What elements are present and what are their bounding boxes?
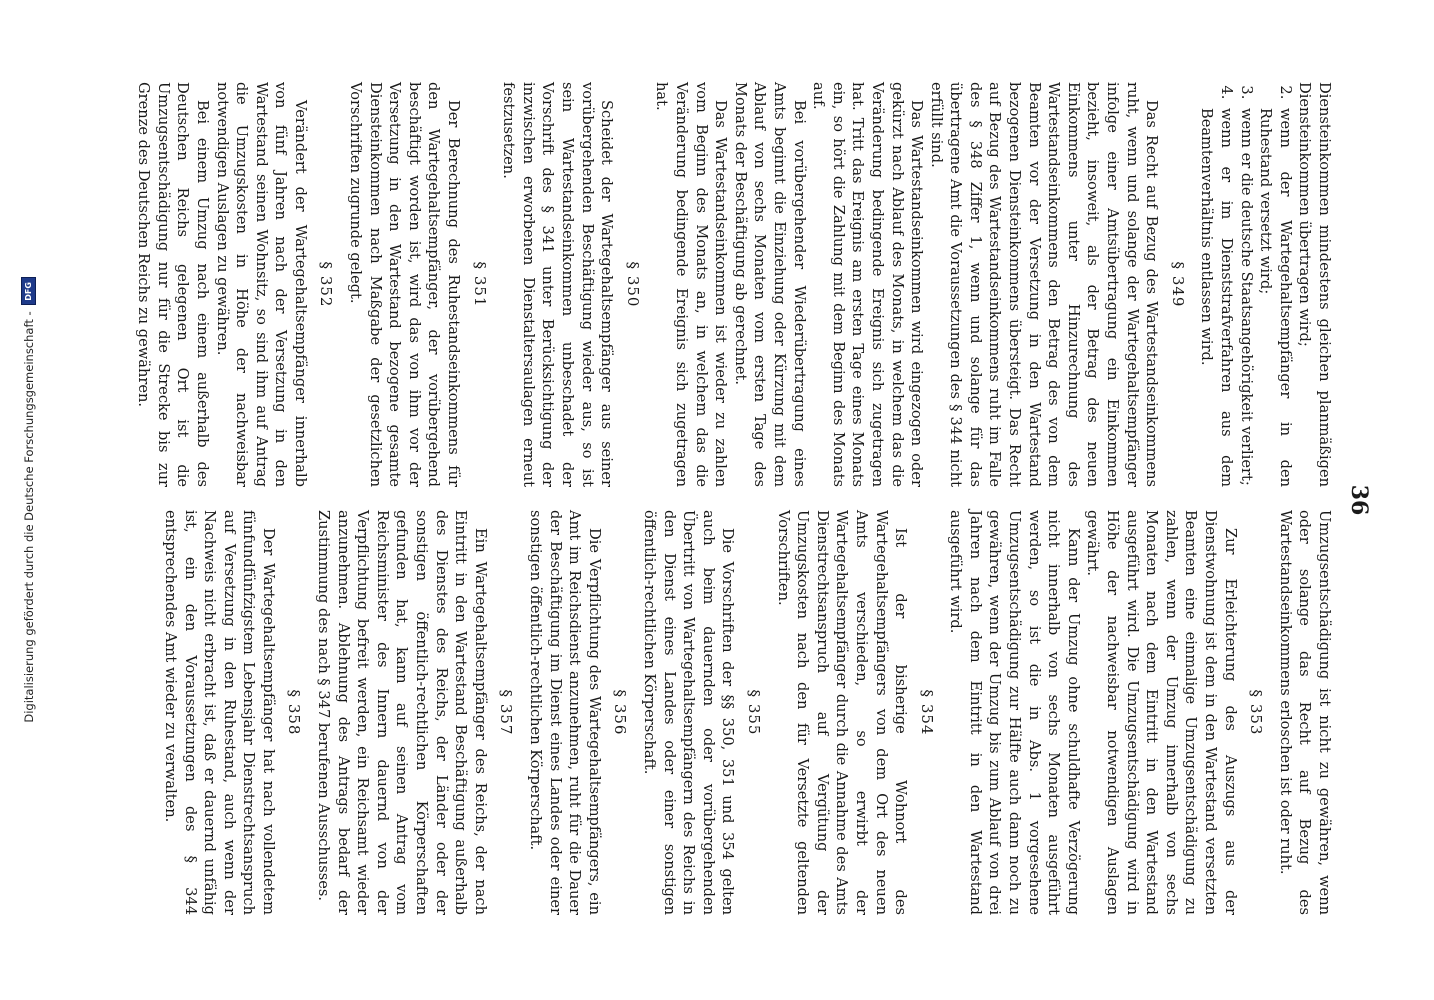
- section-heading-350: § 350: [623, 261, 642, 308]
- paragraph: Der Wartegehaltsempfänger hat nach vollendetem fünfundfünfzigstem Lebensjahr Dienstrechtsanspruch auf Versetzung in den Ruhestand, auch wenn der Nachweis nicht erbracht ist, daß er dauernd unfähig ist, ein den Voraussetzungen des § 344 entsprechendes Amt wieder zu verwalten.: [161, 510, 277, 915]
- paragraph: Ein Wartegehaltsempfänger des Reichs, der nach Eintritt in den Wartestand Beschäftigung außerhalb des Dienstes des Reichs, der Länder oder der sonstigen öffentlich-rechtlichen Körperschaften gefunden hat, kann auf seinen Antrag vom Reichsminister des Innern dauernd von der Verpflichtung befreit werden, ein Reichsamt wieder anzunehmen. Ablehnung des Antrags bedarf der Zustimmung des nach § 347 berufenen Ausschusses.: [315, 510, 489, 915]
- paragraph: Der Berechnung des Ruhestandseinkommens für den Wartegehaltsempfänger, der vorübergehend beschäftigt worden ist, wird das von ihm vor der Versetzung in den Wartestand bezogene gesamte Diensteinkommen nach Maßgabe der gesetzlichen Vorschriften zugrunde gelegt.: [347, 82, 463, 487]
- section-heading-353: § 353: [1247, 689, 1266, 736]
- paragraph: Bei vorübergehender Wiederübertragung eines Amts beginnt die Einziehung oder Kürzung mit dem Ablauf von sechs Monaten vom ersten Tage des Monats der Beschäftigung ab gerechnet.: [731, 82, 808, 487]
- condition-item: 2. wenn der Wartegehaltsempfänger in den Ruhestand versetzt wird;: [1256, 104, 1295, 487]
- section-heading-356: § 356: [611, 689, 630, 736]
- paragraph: Das Recht auf Bezug des Wartestandseinkommens ruht, wenn und solange der Wartegehaltsempfänger infolge einer Amtsübertragung ein Einkommen bezieht, insoweit, als der Betrag des neuen Einkommens unter Hinzurechnung des Wartestandseinkommens den Betrag des von dem Beamten vor der Versetzung in den Wartestand bezogenen Diensteinkommens übersteigt. Das Recht auf Bezug des Wartestandseinkommens ruht im Falle des § 348 Ziffer 1, wenn und solange für das übertragene Amt die Voraussetzungen des § 344 nicht erfüllt sind.: [927, 82, 1161, 487]
- paragraph: Die Verpflichtung des Wartegehaltsempfängers, ein Amt im Reichsdienst anzunehmen, ruht für die Dauer der Beschäftigung im Dienst eines Landes oder einer sonstigen öffentlich-rechtlichen Körperschaft.: [527, 510, 603, 915]
- section-heading-351: § 351: [470, 261, 489, 308]
- footer-text: Digitalisierung gefördert durch die Deutsche Forschungsgemeinschaft -: [21, 311, 36, 723]
- right-column: [160, 510, 1334, 915]
- left-intro: Diensteinkommen mindestens gleichen planmäßigen Diensteinkommen übertragen wird;: [1296, 82, 1333, 487]
- paragraph: Das Wartestandseinkommen wird eingezogen oder gekürzt nach Ablauf des Monats, in welchem das die Veränderung bedingende Ereignis sich zugetragen hat. Tritt das Ereignis am ersten Tage eines Monats ein, so hört die Zahlung mit dem Beginn des Monats auf.: [810, 82, 926, 487]
- section-heading-357: § 357: [497, 689, 516, 736]
- paragraph: Ist der bisherige Wohnort des Wartegehaltsempfängers von dem Ort des neuen Amts verschieden, so erwirbt der Wartegehaltsempfänger durch die Annahme des Amts Dienstrechtsanspruch auf Vergütung der Umzugskosten nach den für Versetzte geltenden Vorschriften.: [774, 510, 910, 915]
- section-heading-355: § 355: [744, 689, 763, 736]
- right-intro: Umzugsentschädigung ist nicht zu gewähren, wenn oder solange das Recht auf Bezug des Wartestandseinkommens erloschen ist oder ruht.: [1276, 510, 1333, 915]
- digitization-footer: [21, 0, 36, 1000]
- paragraph: Bei einem Umzug nach einem außerhalb des Deutschen Reichs gelegenen Ort ist die Umzugsentschädigung nur für die Strecke bis zur Grenze des Deutschen Reichs zu gewähren.: [135, 82, 211, 487]
- paragraph: Zur Erleichterung des Auszugs aus der Dienstwohnung ist dem in den Wartestand versetzten Beamten eine einmalige Umzugsentschädigung zu zahlen, wenn der Umzug innerhalb von sechs Monaten nach dem Eintritt in den Wartestand ausgeführt wird. Die Umzugsentschädigung wird in Höhe der nachweisbar notwendigen Auslagen gewährt.: [1084, 510, 1239, 915]
- condition-item: 4. wenn er im Dienststrafverfahren aus dem Beamtenverhältnis entlassen wird.: [1197, 104, 1236, 487]
- paragraph: Verändert der Wartegehaltsempfänger innerhalb von fünf Jahren nach der Versetzung in den Wartestand seinen Wohnsitz, so sind ihm auf Antrag die Umzugskosten in Höhe der nachweisbar notwendigen Auslagen zu gewähren.: [213, 82, 309, 487]
- section-heading-352: § 352: [317, 261, 336, 308]
- page-number: 36: [1346, 484, 1372, 516]
- paragraph: Das Wartestandseinkommen ist wieder zu zahlen vom Beginn des Monats an, in welchem das die Veränderung bedingende Ereignis sich zugetragen hat.: [653, 82, 730, 487]
- left-column: [134, 82, 1334, 487]
- paragraph: Scheidet der Wartegehaltsempfänger aus seiner vorübergehenden Beschäftigung wieder aus, so ist sein Wartestandseinkommen unbeschadet der Vorschrift des § 341 unter Berücksichtigung der inzwischen erworbenen Dienstaltersaulagen erneut festzusetzen.: [500, 82, 616, 487]
- section-heading-354: § 354: [917, 689, 936, 736]
- condition-list: [1197, 82, 1295, 487]
- section-heading-358: § 358: [285, 689, 304, 736]
- section-heading-349: § 349: [1168, 261, 1187, 308]
- paragraph: Kann der Umzug ohne schuldhafte Verzögerung nicht innerhalb von sechs Monaten ausgeführt werden, so ist die in Abs. 1 vorgesehene Umzugsentschädigung zur Hälfte auch dann noch zu gewähren, wenn der Umzug bis zum Ablauf von drei Jahren nach dem Eintritt in den Wartestand ausgeführt wird.: [947, 510, 1082, 915]
- dfg-logo-icon: DFG: [21, 277, 36, 305]
- paragraph: Die Vorschriften der §§ 350, 351 und 354 gelten auch beim dauernden oder vorübergehenden Übertritt von Wartegehaltsempfängern des Reichs in den Dienst eines Landes oder einer sonstigen öffentlich-rechtlichen Körperschaft.: [641, 510, 737, 915]
- condition-item: 3. wenn er die deutsche Staatsangehörigkeit verliert;: [1236, 104, 1256, 487]
